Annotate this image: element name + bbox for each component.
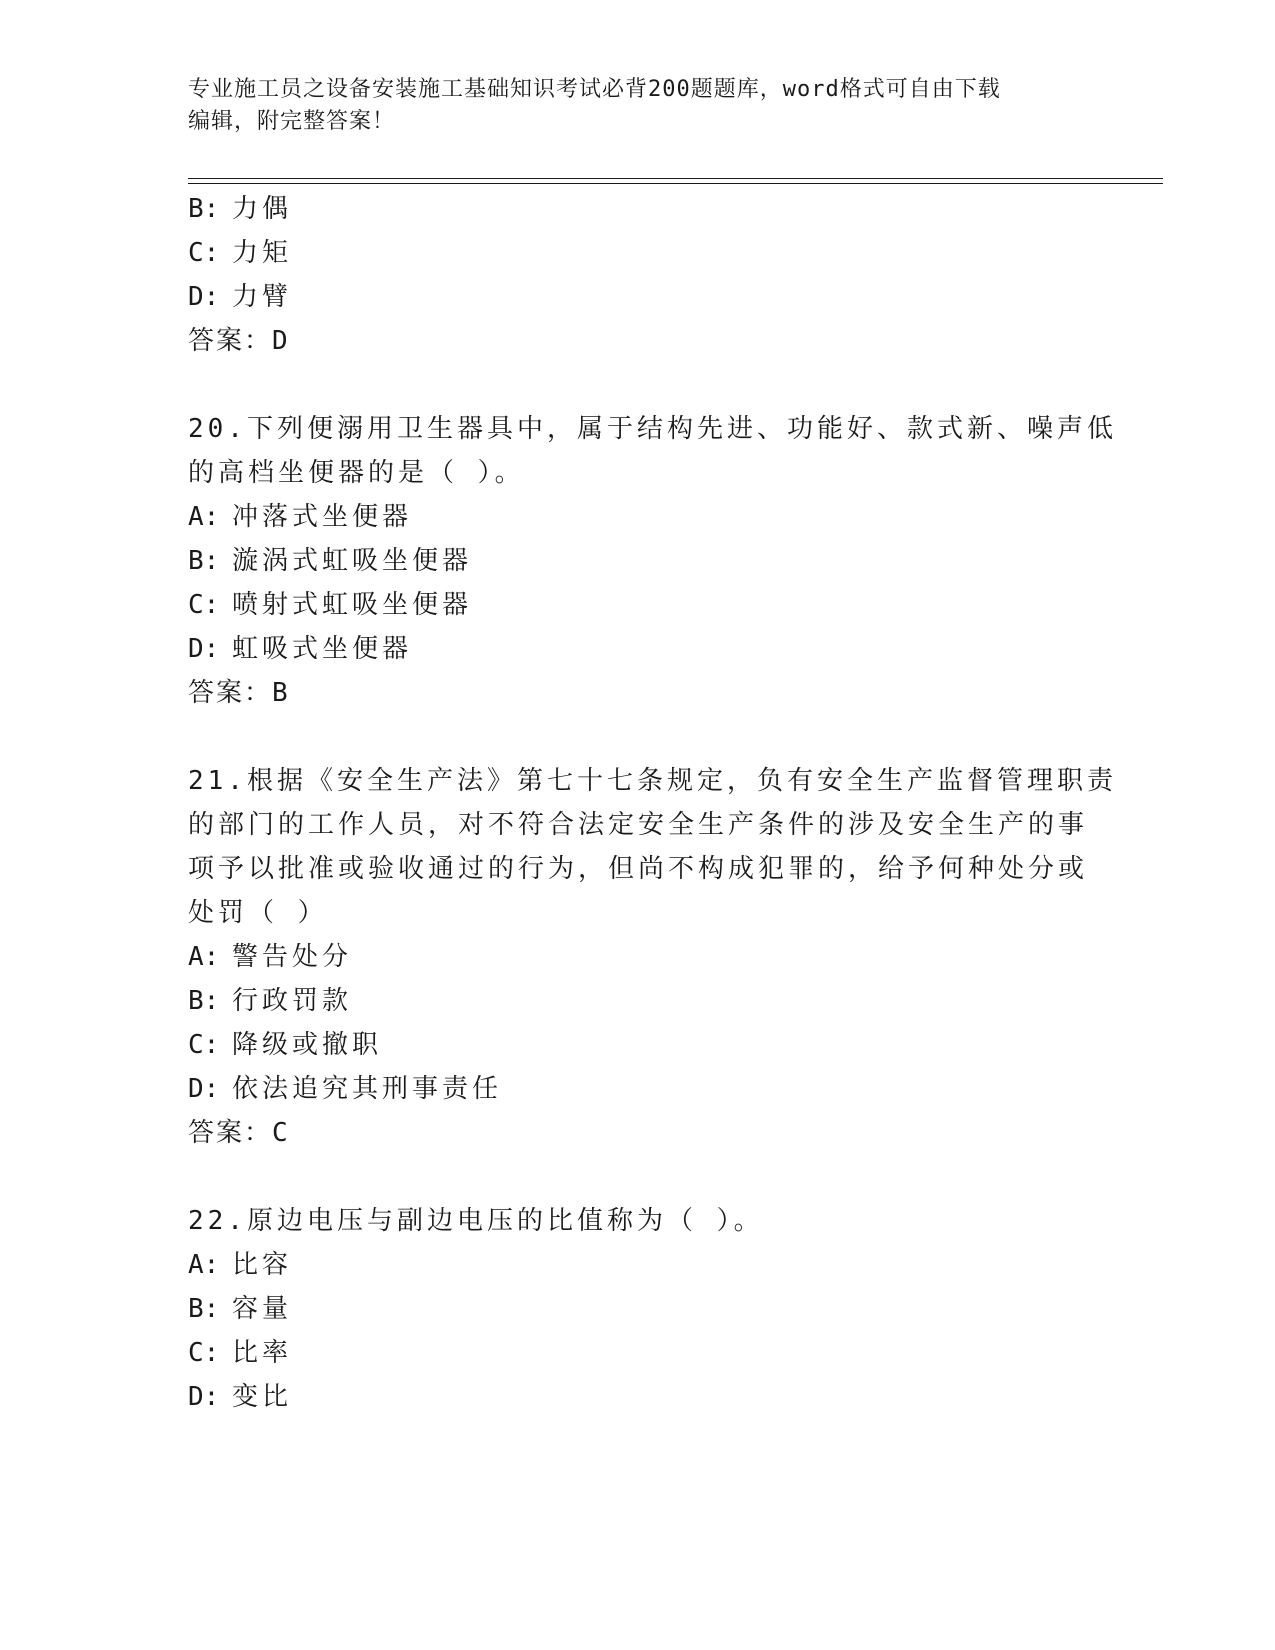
q20-option-b: [188, 544, 472, 578]
option-text: 力臂: [232, 282, 293, 312]
q21-stem-line-3: 项予以批准或验收通过的行为，但尚不构成犯罪的，给予何种处分或: [188, 854, 1089, 884]
q22-option-d: [188, 1380, 292, 1414]
header-title-line-2: 编辑，附完整答案！: [188, 109, 396, 134]
option-text: 变比: [232, 1382, 293, 1412]
option-text: 比率: [232, 1338, 293, 1368]
q22-stem-line-1: 22.原边电压与副边电压的比值称为（ ）。: [188, 1206, 764, 1236]
q19-answer: 答案：D: [188, 326, 290, 356]
q19-option-c: [188, 236, 292, 270]
q20-option-a: [188, 500, 412, 534]
option-letter: A:: [188, 942, 220, 972]
option-letter: B:: [188, 194, 220, 224]
option-letter: C:: [188, 1030, 220, 1060]
q21-stem-line-4: 处罚（ ）: [188, 898, 328, 928]
q22-option-b: [188, 1292, 292, 1326]
q21-answer: 答案：C: [188, 1118, 290, 1148]
q20-option-d: [188, 632, 412, 666]
option-text: 虹吸式坐便器: [232, 634, 413, 664]
option-letter: B:: [188, 986, 220, 1016]
option-text: 冲落式坐便器: [232, 502, 413, 532]
option-letter: A:: [188, 502, 220, 532]
option-letter: D:: [188, 1074, 220, 1104]
option-text: 喷射式虹吸坐便器: [232, 590, 473, 620]
option-letter: C:: [188, 238, 220, 268]
option-text: 行政罚款: [232, 986, 353, 1016]
q20-option-c: [188, 588, 472, 622]
option-text: 降级或撤职: [232, 1030, 383, 1060]
option-letter: B:: [188, 546, 220, 576]
option-text: 力矩: [232, 238, 293, 268]
option-letter: D:: [188, 282, 220, 312]
q22-option-c: [188, 1336, 292, 1370]
option-letter: C:: [188, 590, 220, 620]
q21-stem-line-1: 21.根据《安全生产法》第七十七条规定，负有安全生产监督管理职责: [188, 766, 1117, 796]
option-text: 警告处分: [232, 942, 353, 972]
q21-option-d: [188, 1072, 502, 1106]
option-text: 依法追究其刑事责任: [232, 1074, 503, 1104]
header-title-line-1: 专业施工员之设备安装施工基础知识考试必背200题题库，word格式可自由下载: [188, 77, 1001, 102]
q20-stem-line-2: 的高档坐便器的是（ ）。: [188, 458, 525, 488]
option-text: 漩涡式虹吸坐便器: [232, 546, 473, 576]
option-letter: D:: [188, 634, 220, 664]
q20-answer: 答案：B: [188, 678, 290, 708]
q21-option-a: [188, 940, 352, 974]
option-letter: B:: [188, 1294, 220, 1324]
option-letter: C:: [188, 1338, 220, 1368]
q20-stem-line-1: 20.下列便溺用卫生器具中，属于结构先进、功能好、款式新、噪声低: [188, 414, 1117, 444]
header-divider-bottom: [188, 183, 1163, 184]
q21-stem-line-2: 的部门的工作人员，对不符合法定安全生产条件的涉及安全生产的事: [188, 810, 1089, 840]
document-header: [188, 74, 1088, 138]
option-text: 比容: [232, 1250, 293, 1280]
option-letter: A:: [188, 1250, 220, 1280]
q22-option-a: [188, 1248, 292, 1282]
option-letter: D:: [188, 1382, 220, 1412]
q21-option-b: [188, 984, 352, 1018]
option-text: 容量: [232, 1294, 293, 1324]
option-text: 力偶: [232, 194, 293, 224]
header-divider-top: [188, 178, 1163, 179]
q21-option-c: [188, 1028, 382, 1062]
q19-option-b: [188, 192, 292, 226]
q19-option-d: [188, 280, 292, 314]
